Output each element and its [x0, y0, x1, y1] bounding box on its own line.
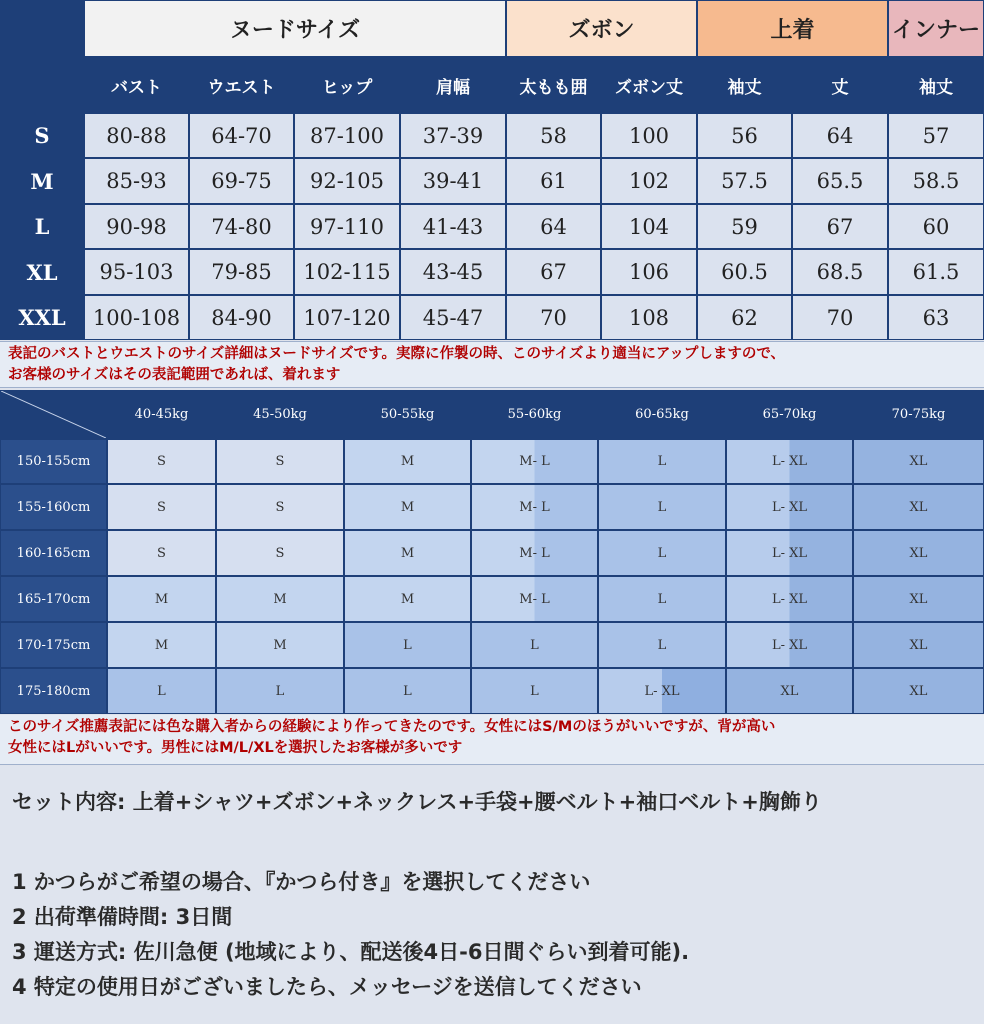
- recommended-size: M: [108, 577, 215, 621]
- recommended-size: M- L: [472, 577, 597, 621]
- info-item-usage-date: 4 特定の使用日がございましたら、メッセージを送信してください: [12, 975, 642, 999]
- weight-header: 40-45kg: [108, 391, 215, 438]
- size-value: 90-98: [85, 205, 188, 248]
- size-value: 106: [602, 250, 696, 294]
- weight-header: 65-70kg: [727, 391, 852, 438]
- recommended-size: L: [599, 577, 725, 621]
- recommended-size: L: [599, 531, 725, 575]
- recommended-size: M: [345, 531, 470, 575]
- column-header: ウエスト: [190, 58, 293, 112]
- group-header: ズボン: [507, 1, 696, 56]
- size-value: 63: [889, 296, 983, 339]
- size-value: 92-105: [295, 159, 399, 203]
- size-label: XXL: [1, 296, 83, 339]
- recommended-size: L- XL: [727, 623, 852, 667]
- column-header: ヒップ: [295, 58, 399, 112]
- recommended-size: L- XL: [599, 669, 725, 713]
- weight-header: 60-65kg: [599, 391, 725, 438]
- recommended-size: XL: [854, 531, 983, 575]
- size-chart-table: [0, 0, 984, 340]
- column-header: 肩幅: [401, 58, 505, 112]
- size-value: 56: [698, 114, 791, 157]
- recommended-size: L: [599, 440, 725, 483]
- recommended-size: S: [108, 531, 215, 575]
- size-value: 84-90: [190, 296, 293, 339]
- recommended-size: L- XL: [727, 577, 852, 621]
- recommended-size: M: [217, 623, 343, 667]
- size-value: 58.5: [889, 159, 983, 203]
- height-label: 155-160cm: [1, 485, 106, 529]
- recommended-size: S: [108, 485, 215, 529]
- recommended-size: L- XL: [727, 440, 852, 483]
- size-value: 104: [602, 205, 696, 248]
- column-header: 太もも囲: [507, 58, 600, 112]
- column-header: 丈: [793, 58, 887, 112]
- recommended-size: L: [599, 485, 725, 529]
- size-value: 70: [507, 296, 600, 339]
- size-label: XL: [1, 250, 83, 294]
- recommended-size: M- L: [472, 440, 597, 483]
- size-note-line-2: お客様のサイズはその表記範囲であれば、着れます: [8, 367, 341, 383]
- recommended-size: L: [599, 623, 725, 667]
- height-label: 170-175cm: [1, 623, 106, 667]
- size-value: 69-75: [190, 159, 293, 203]
- size-value: 97-110: [295, 205, 399, 248]
- product-info: [0, 766, 984, 1024]
- size-value: 62: [698, 296, 791, 339]
- weight-header: 70-75kg: [854, 391, 983, 438]
- size-value: 39-41: [401, 159, 505, 203]
- size-value: 64: [793, 114, 887, 157]
- size-value: 68.5: [793, 250, 887, 294]
- recommended-size: S: [108, 440, 215, 483]
- size-value: 95-103: [85, 250, 188, 294]
- recommended-size: XL: [854, 485, 983, 529]
- recommended-size: L: [108, 669, 215, 713]
- size-value: 58: [507, 114, 600, 157]
- column-header: ズボン丈: [602, 58, 696, 112]
- recommended-size: L: [472, 623, 597, 667]
- info-item-wig: 1 かつらがご希望の場合、『かつら付き』を選択してください: [12, 870, 591, 894]
- size-note-line-1: 表記のバストとウエストのサイズ詳細はヌードサイズです。実際に作製の時、このサイズより適当にアップしますので、: [8, 346, 786, 362]
- size-value: 102: [602, 159, 696, 203]
- recommended-size: XL: [854, 623, 983, 667]
- height-label: 150-155cm: [1, 440, 106, 483]
- column-header: 袖丈: [889, 58, 983, 112]
- recommended-size: L- XL: [727, 485, 852, 529]
- recommended-size: M: [345, 485, 470, 529]
- size-value: 45-47: [401, 296, 505, 339]
- size-value: 74-80: [190, 205, 293, 248]
- weight-header: 55-60kg: [472, 391, 597, 438]
- recommended-size: M- L: [472, 485, 597, 529]
- size-value: 57.5: [698, 159, 791, 203]
- recommended-size: XL: [727, 669, 852, 713]
- recommended-size: M- L: [472, 531, 597, 575]
- group-header: ヌードサイズ: [85, 1, 505, 56]
- size-value: 100: [602, 114, 696, 157]
- weight-header: 45-50kg: [217, 391, 343, 438]
- recommendation-note-line-1: このサイズ推薦表記には色な購入者からの経験により作ってきたのです。女性にはS/Mのほうがいいですが、背が高い: [8, 719, 776, 735]
- recommended-size: S: [217, 485, 343, 529]
- size-value: 102-115: [295, 250, 399, 294]
- size-value: 67: [507, 250, 600, 294]
- recommendation-note: [0, 715, 984, 765]
- size-recommendation-table: [0, 390, 984, 714]
- size-label: S: [1, 114, 83, 157]
- size-value: 65.5: [793, 159, 887, 203]
- size-value: 79-85: [190, 250, 293, 294]
- height-label: 175-180cm: [1, 669, 106, 713]
- group-header: インナー: [889, 1, 983, 56]
- info-item-prep-time: 2 出荷準備時間: 3日間: [12, 905, 233, 929]
- size-value: 108: [602, 296, 696, 339]
- size-value: 67: [793, 205, 887, 248]
- column-header: バスト: [85, 58, 188, 112]
- recommendation-note-line-2: 女性にはLがいいです。男性にはM/L/XLを選択したお客様が多いです: [8, 740, 463, 756]
- size-value: 41-43: [401, 205, 505, 248]
- recommended-size: M: [345, 440, 470, 483]
- info-item-shipping: 3 運送方式: 佐川急便 (地域により、配送後4日-6日間ぐらい到着可能).: [12, 940, 690, 964]
- recommended-size: S: [217, 440, 343, 483]
- recommended-size: M: [345, 577, 470, 621]
- size-value: 60: [889, 205, 983, 248]
- table-corner: [1, 1, 83, 112]
- size-value: 61: [507, 159, 600, 203]
- size-note: [0, 341, 984, 388]
- height-label: 160-165cm: [1, 531, 106, 575]
- recommended-size: XL: [854, 577, 983, 621]
- group-header: 上着: [698, 1, 887, 56]
- size-label: M: [1, 159, 83, 203]
- size-label: L: [1, 205, 83, 248]
- size-value: 107-120: [295, 296, 399, 339]
- size-value: 57: [889, 114, 983, 157]
- diagonal-divider: [1, 391, 106, 438]
- recommended-size: XL: [854, 440, 983, 483]
- size-value: 64-70: [190, 114, 293, 157]
- height-label: 165-170cm: [1, 577, 106, 621]
- size-value: 37-39: [401, 114, 505, 157]
- size-value: 87-100: [295, 114, 399, 157]
- size-value: 60.5: [698, 250, 791, 294]
- size-value: 85-93: [85, 159, 188, 203]
- recommended-size: XL: [854, 669, 983, 713]
- recommended-size: L: [345, 669, 470, 713]
- set-contents: セット内容: 上着+シャツ+ズボン+ネックレス+手袋+腰ベルト+袖口ベルト+胸飾り: [12, 790, 822, 814]
- recommended-size: M: [217, 577, 343, 621]
- recommended-size: L: [345, 623, 470, 667]
- size-value: 61.5: [889, 250, 983, 294]
- recommended-size: M: [108, 623, 215, 667]
- size-value: 64: [507, 205, 600, 248]
- size-value: 80-88: [85, 114, 188, 157]
- recommended-size: L: [217, 669, 343, 713]
- table-corner: [1, 391, 106, 438]
- recommended-size: L: [472, 669, 597, 713]
- size-value: 59: [698, 205, 791, 248]
- size-value: 100-108: [85, 296, 188, 339]
- weight-header: 50-55kg: [345, 391, 470, 438]
- column-header: 袖丈: [698, 58, 791, 112]
- size-value: 70: [793, 296, 887, 339]
- size-value: 43-45: [401, 250, 505, 294]
- recommended-size: S: [217, 531, 343, 575]
- recommended-size: L- XL: [727, 531, 852, 575]
